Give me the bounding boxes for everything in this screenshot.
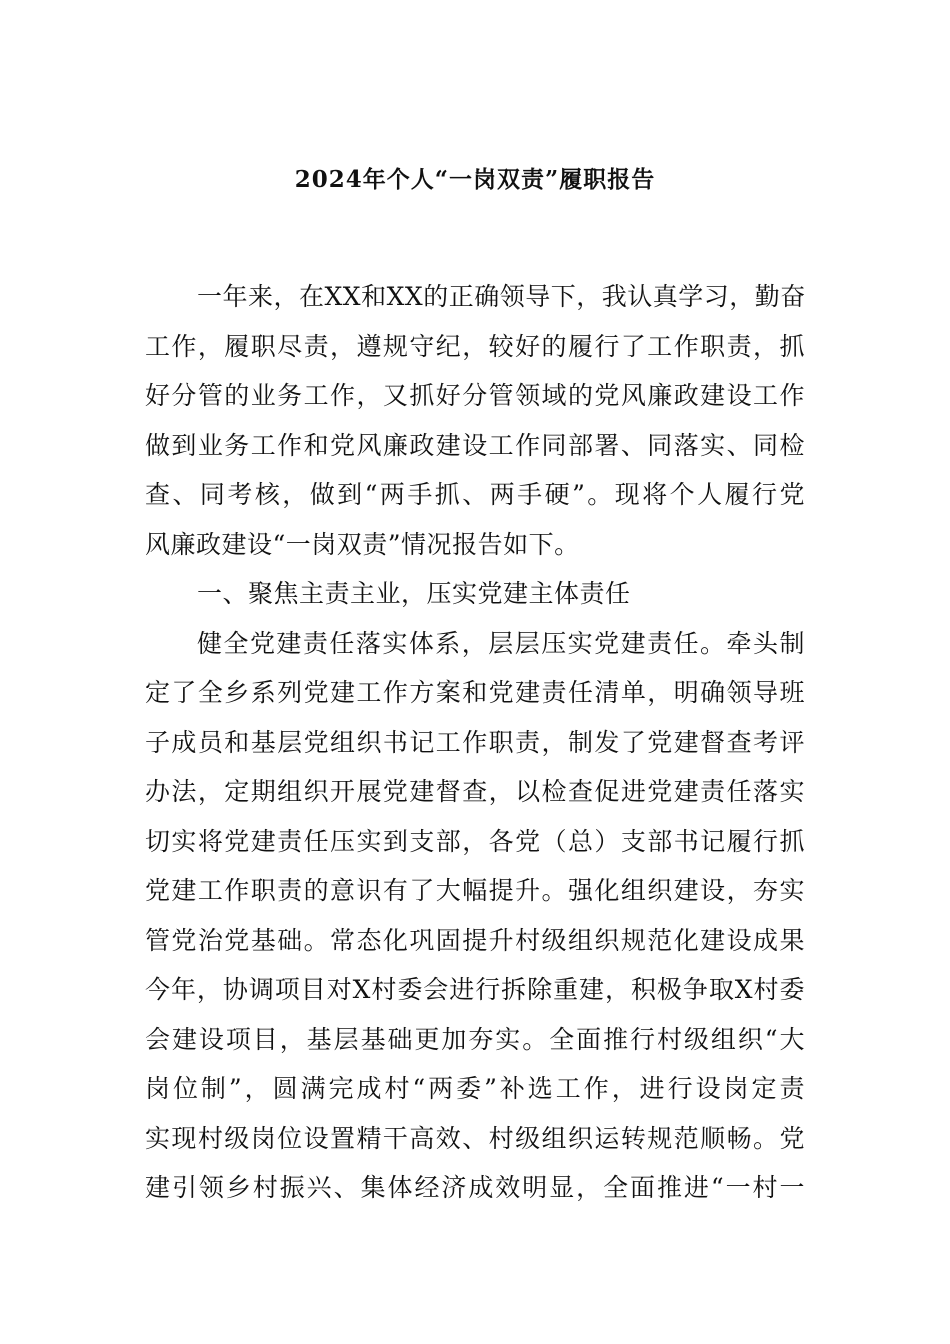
- paragraph-line: 管党治党基础。常态化巩固提升村级组织规范化建设成果: [145, 925, 805, 955]
- paragraph-line: 办法，定期组织开展党建督查，以检查促进党建责任落实: [145, 777, 805, 806]
- paragraph-line: 今年，协调项目对X村委会进行拆除重建，积极争取X村委: [145, 975, 805, 1004]
- paragraph-line: 会建设项目，基层基础更加夯实。全面推行村级组织“大: [145, 1024, 805, 1054]
- document-title: 2024年个人“一岗双责”履职报告: [294, 166, 656, 193]
- paragraph-line: 做到业务工作和党风廉政建设工作同部署、同落实、同检: [145, 430, 805, 460]
- paragraph-line: 党建工作职责的意识有了大幅提升。强化组织建设，夯实: [145, 876, 805, 905]
- paragraph-line: 好分管的业务工作，又抓好分管领域的党风廉政建设工作: [145, 381, 805, 410]
- paragraph-line: 建引领乡村振兴、集体经济成效明显，全面推进“一村一: [145, 1173, 805, 1202]
- paragraph-line: 查、同考核，做到“两手抓、两手硬”。现将个人履行党: [145, 480, 805, 509]
- paragraph-line: 健全党建责任落实体系，层层压实党建责任。牵头制: [197, 628, 805, 658]
- paragraph-line: 工作，履职尽责，遵规守纪，较好的履行了工作职责，抓: [145, 331, 805, 361]
- paragraph-line: 一年来，在XX和XX的正确领导下，我认真学习，勤奋: [197, 282, 806, 311]
- paragraph-line: 子成员和基层党组织书记工作职责，制发了党建督查考评: [145, 727, 805, 757]
- paragraph-line: 风廉政建设“一岗双责”情况报告如下。: [145, 529, 580, 559]
- paragraph-line: 定了全乡系列党建工作方案和党建责任清单，明确领导班: [145, 678, 805, 707]
- section-heading: 一、聚焦主责主业，压实党建主体责任: [197, 579, 631, 608]
- paragraph-line: 岗位制”，圆满完成村“两委”补选工作，进行设岗定责: [145, 1074, 805, 1103]
- paragraph-line: 实现村级岗位设置精干高效、村级组织运转规范顺畅。党: [145, 1123, 805, 1153]
- paragraph-line: 切实将党建责任压实到支部，各党（总）支部书记履行抓: [145, 826, 805, 856]
- document-body: [145, 272, 805, 1213]
